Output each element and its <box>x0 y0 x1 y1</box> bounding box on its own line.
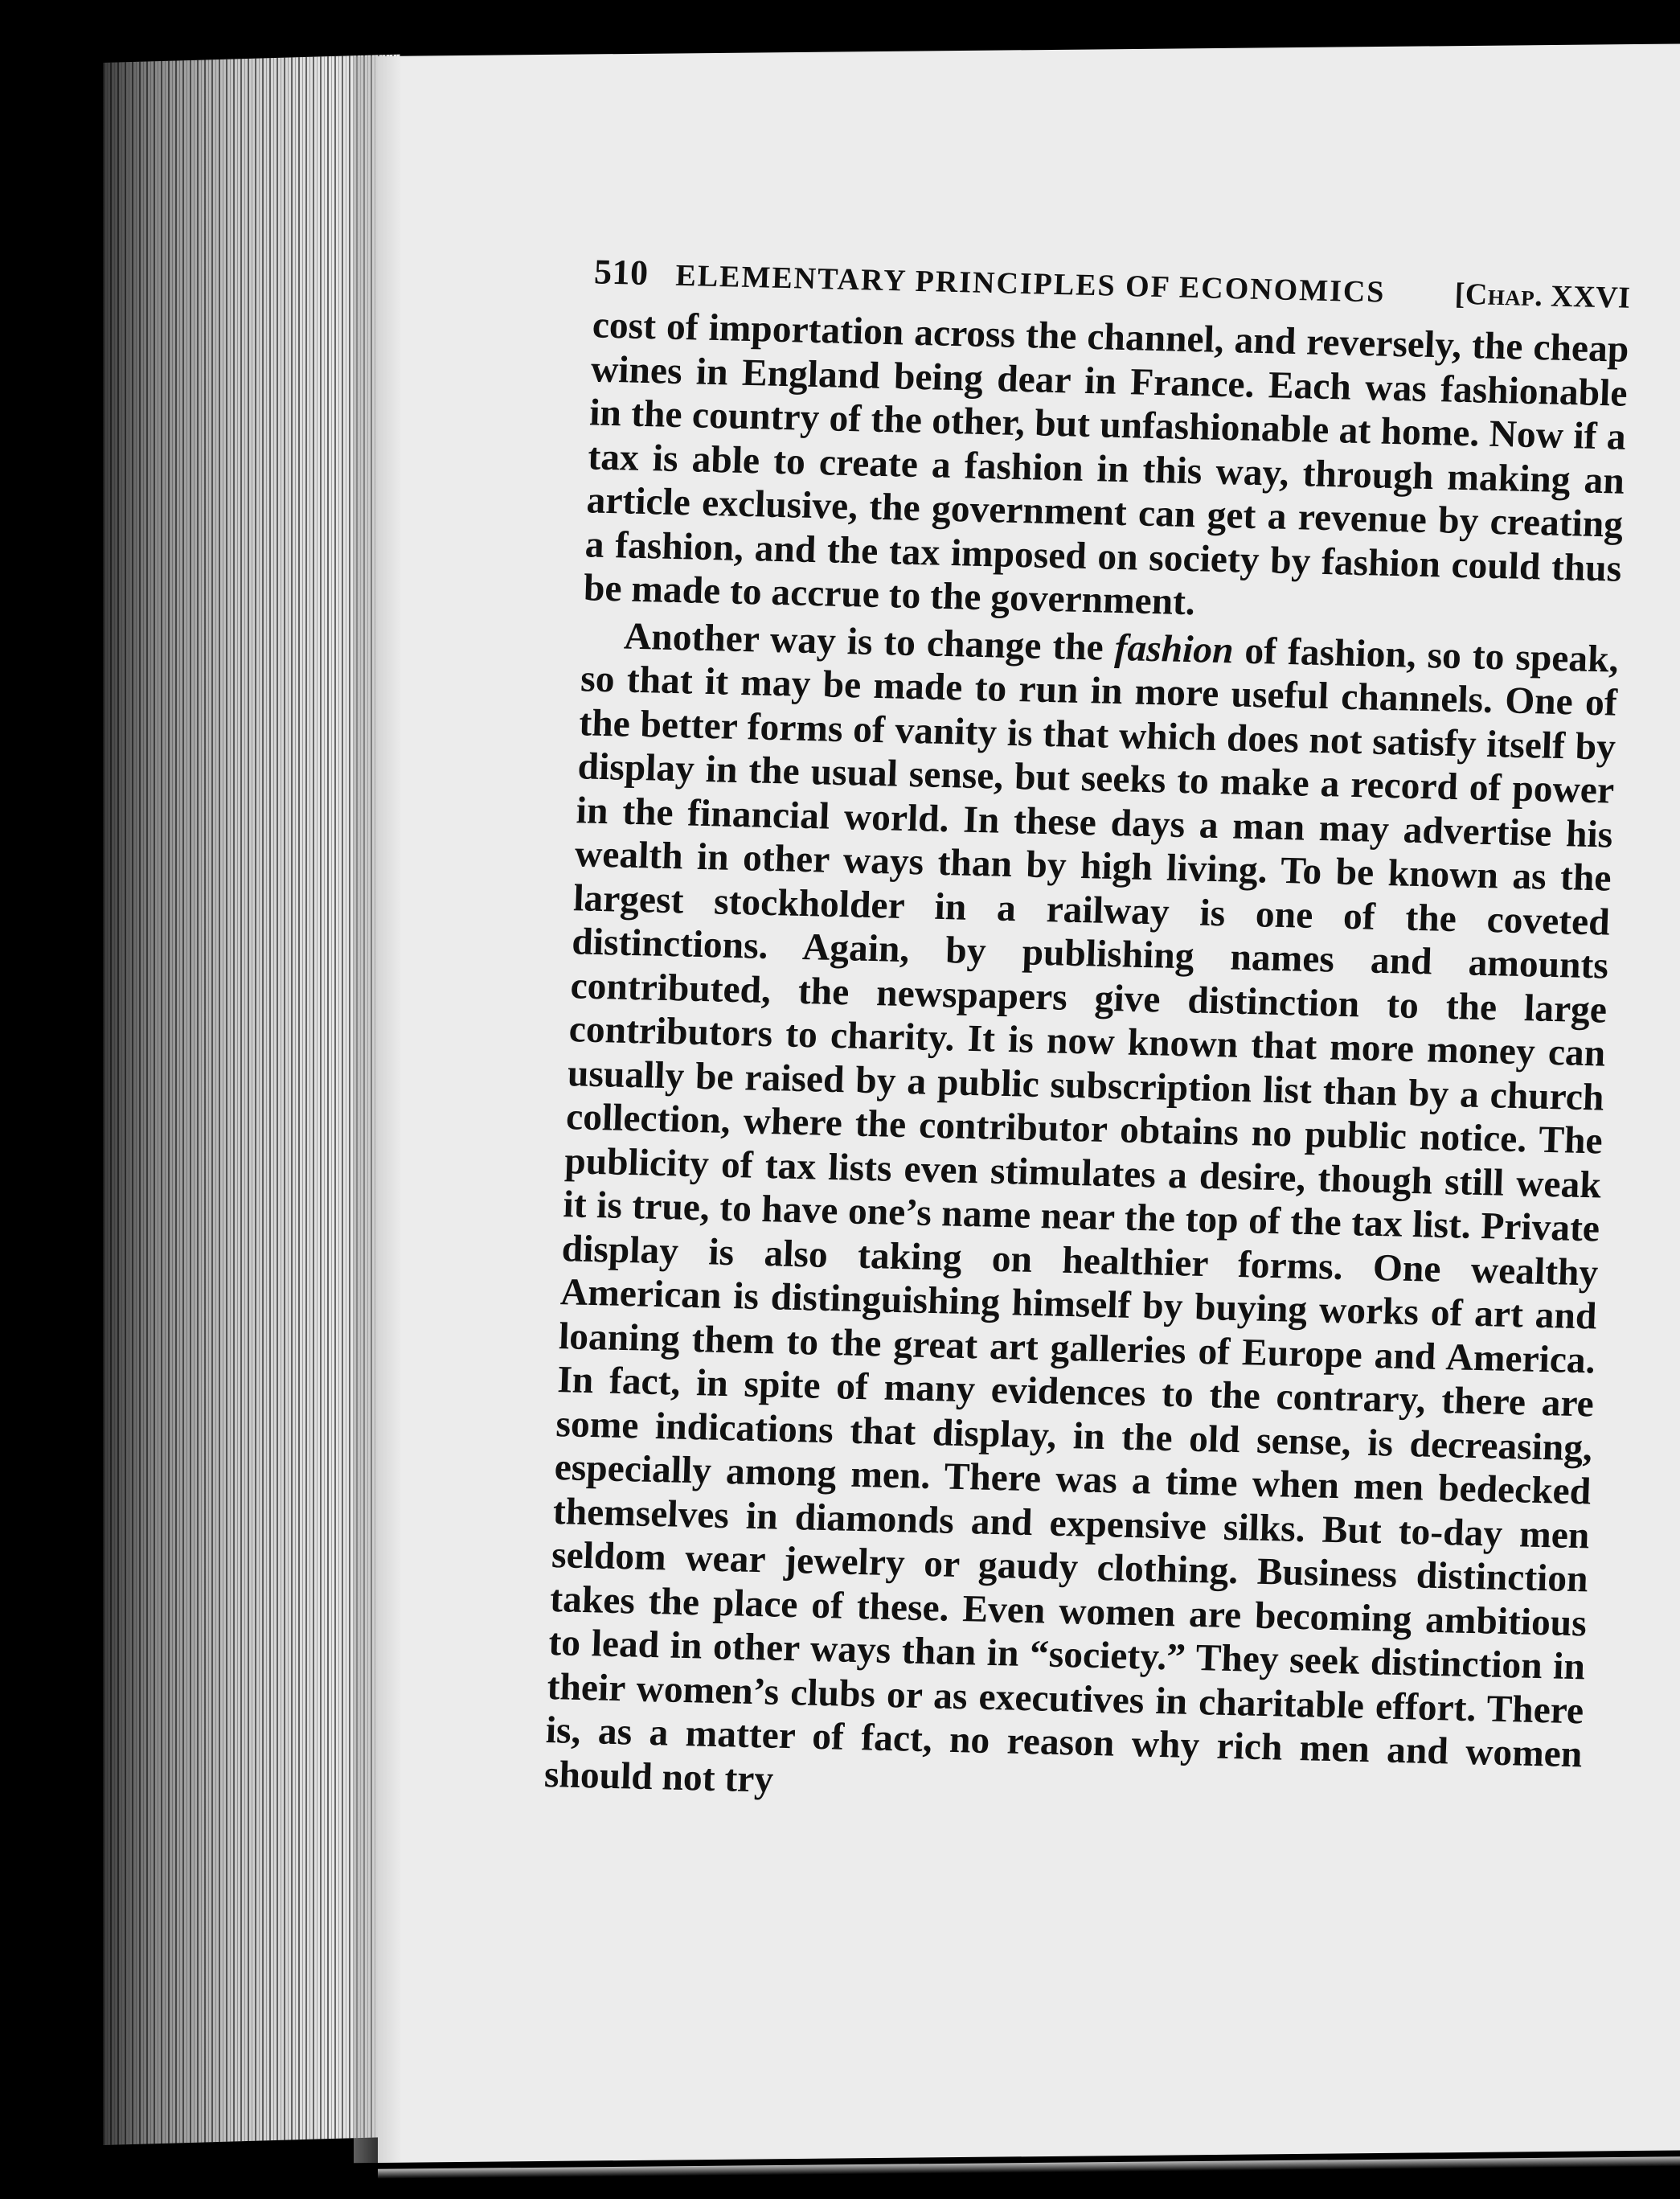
paragraph-text-before: Another way is to change the <box>623 615 1116 669</box>
page-number: 510 <box>593 252 649 293</box>
paragraph-continued: cost of importation across the channel, and reversely, the cheap wines in England being dear in France. Each was fashionable in the country of the other, but unfashionable at home. Now if a tax is able to create a fashion in this way, through making an article exclusive, the government can get a revenue by creating a fashion, and the tax imposed on society by fashion could thus be made to accrue to the government. <box>583 304 1630 624</box>
book-page <box>378 43 1680 2163</box>
paragraph-fashion <box>543 613 1619 1821</box>
emphasis-fashion: fashion <box>1113 626 1235 671</box>
text-block <box>543 251 1631 1820</box>
book-title: ELEMENTARY PRINCIPLES OF ECONOMICS <box>674 258 1387 310</box>
chapter-label: [Chap. XXVI <box>1454 277 1632 315</box>
paragraph-text-after: of fashion, so to speak, so that it may be made to run in more useful channels. One of the better forms of vanity is that which does not satisfy itself by display in the usual sense, but seeks to make a record of power in the financial world. In these days a man may advertise his wealth in other ways than by high living. To be known as the largest stockholder in a railway is one of the coveted distinctions. Again, by publishing names and amounts contributed, the newspapers give distinction to the large contributors to charity. It is now known that more money can usually be raised by a public subscription list than by a church collection, where the contributor obtains no public notice. The publicity of tax lists even stimulates a desire, though still weak it is true, to have one’s name near the top of the tax list. Private display is also taking on healthier forms. One wealthy American is distinguishing himself by buying works of art and loaning them to the great art galleries of Europe and America. In fact, in spite of many evidences to the contrary, there are some indications that display, in the old sense, is decreasing, especially among men. There was a time when men bedecked themselves in diamonds and expensive silks. But to-day men seldom wear jewelry or gaudy clothing. Business distinction takes the place of these. Even women are becoming ambitious to lead in other ways than in “society.” They seek distinction in their women’s clubs or as executives in charitable effort. There is, as a matter of fact, no reason why rich men and women should not try <box>543 629 1620 1801</box>
